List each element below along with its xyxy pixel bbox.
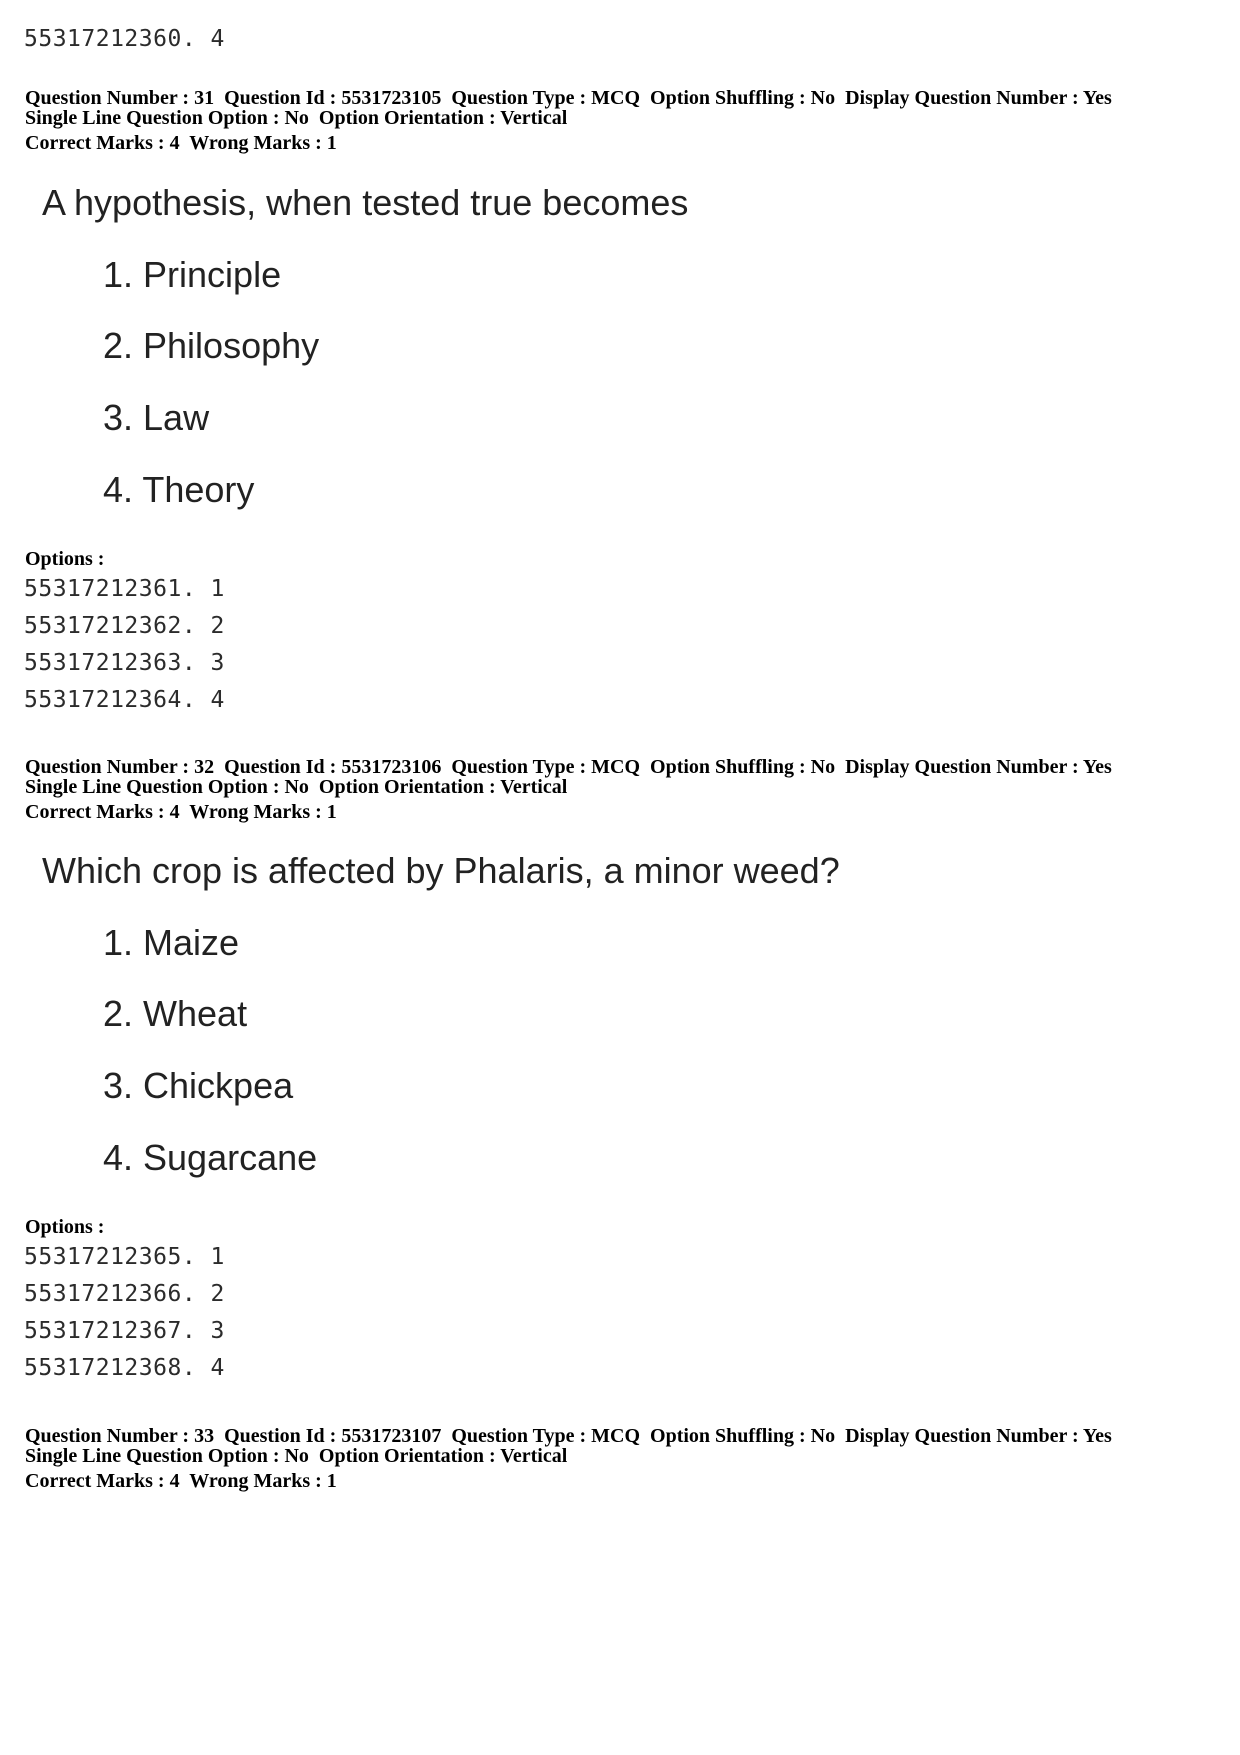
choice-item: 4. Theory [103,469,255,510]
choice-item: 4. Sugarcane [103,1137,318,1178]
question-meta-line: Single Line Question Option : No Option Orientation : Vertical [25,107,568,129]
option-id-line: 55317212366. 2 [24,1281,225,1307]
choice-item: 2. Wheat [103,993,248,1034]
option-id-line: 55317212362. 2 [24,613,225,639]
option-id-line: 55317212363. 3 [24,650,225,676]
choice-item: 3. Law [103,397,210,438]
option-id-line: 55317212361. 1 [24,576,225,602]
option-id-line: 55317212360. 4 [24,26,225,52]
options-label: Options : [25,1216,105,1238]
option-id-line: 55317212364. 4 [24,687,225,713]
choice-item: 3. Chickpea [103,1065,294,1106]
choice-item: 1. Maize [103,922,240,963]
option-id-line: 55317212368. 4 [24,1355,225,1381]
question-text: Which crop is affected by Phalaris, a minor weed? [42,850,840,891]
option-id-line: 55317212365. 1 [24,1244,225,1270]
question-meta-line: Single Line Question Option : No Option Orientation : Vertical [25,776,568,798]
marks-line: Correct Marks : 4 Wrong Marks : 1 [25,132,337,154]
question-meta-line: Question Number : 31 Question Id : 5531723105 Question Type : MCQ Option Shuffling : No Display Question Number : Yes [25,87,1112,109]
options-label: Options : [25,548,105,570]
choice-item: 2. Philosophy [103,325,320,366]
question-meta-line: Single Line Question Option : No Option Orientation : Vertical [25,1445,568,1467]
question-meta-line: Question Number : 32 Question Id : 5531723106 Question Type : MCQ Option Shuffling : No Display Question Number : Yes [25,756,1112,778]
option-id-line: 55317212367. 3 [24,1318,225,1344]
marks-line: Correct Marks : 4 Wrong Marks : 1 [25,801,337,823]
question-meta-line: Question Number : 33 Question Id : 5531723107 Question Type : MCQ Option Shuffling : No Display Question Number : Yes [25,1425,1112,1447]
question-text: A hypothesis, when tested true becomes [42,182,689,223]
marks-line: Correct Marks : 4 Wrong Marks : 1 [25,1470,337,1492]
choice-item: 1. Principle [103,254,282,295]
